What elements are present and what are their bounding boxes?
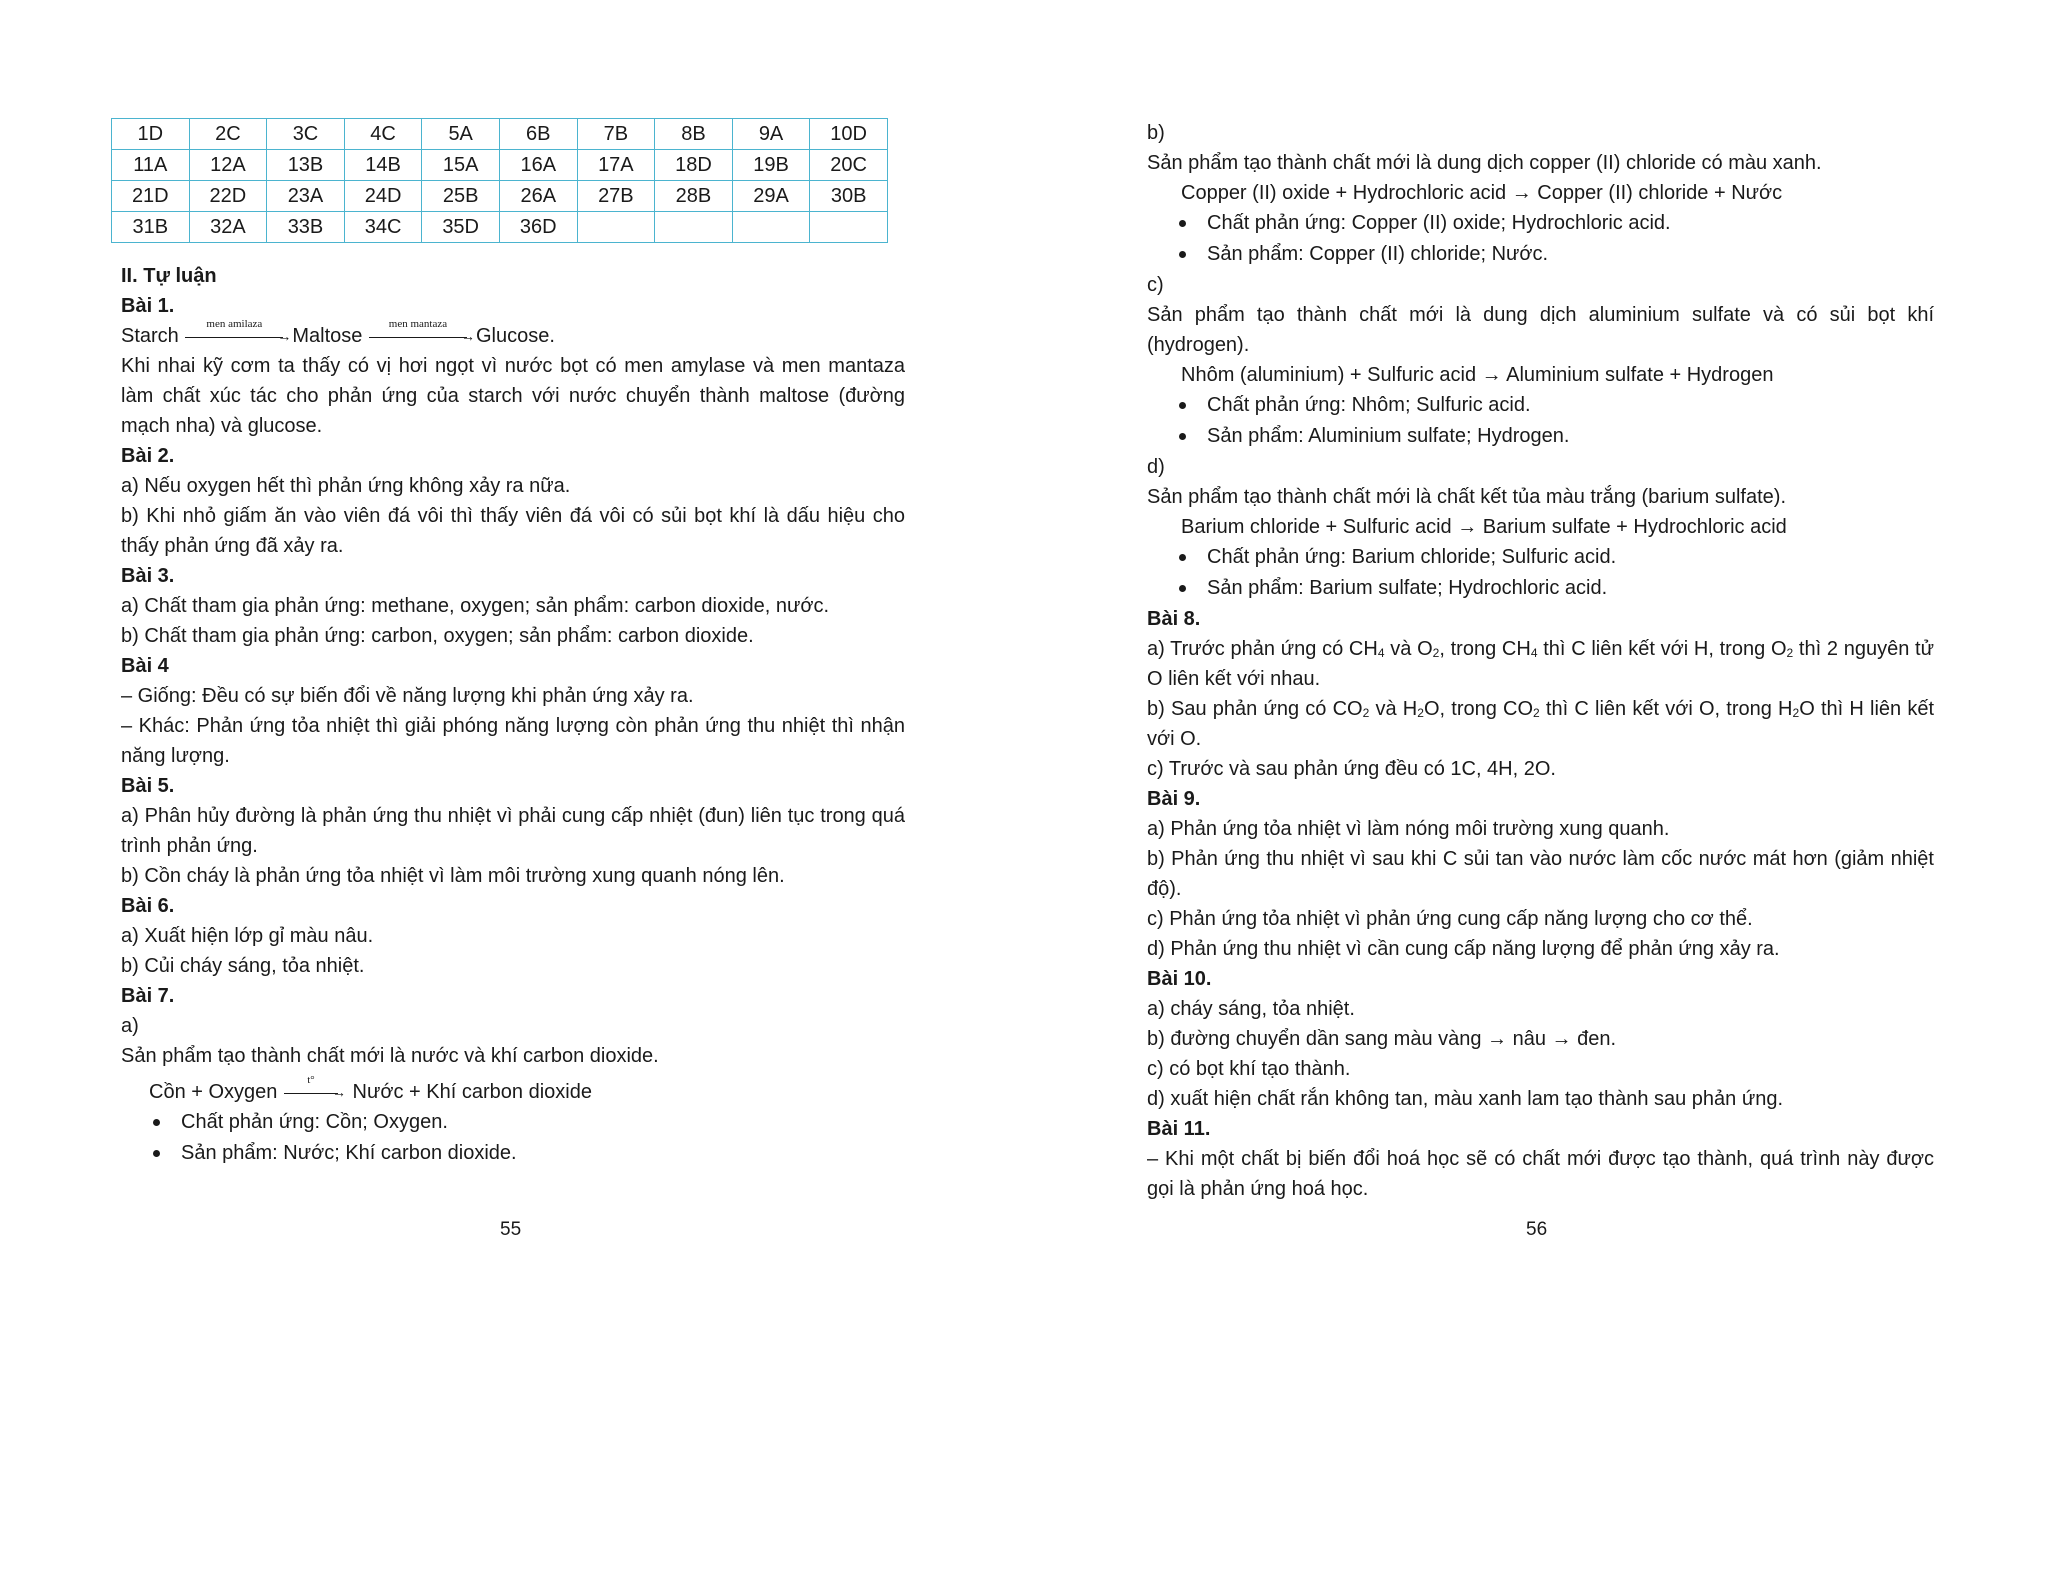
part-d-equation: Barium chloride + Sulfuric acid → Barium sulfate + Hydrochloric acid	[1181, 516, 1787, 538]
exercise-8-b: b) Sau phản ứng có $CO_2$ và $H_2O$, trong $CO_2$ thì C liên kết với O, trong $H_2O$ thì H liên kết với O.	[1147, 698, 1935, 750]
answer-cell: 4C	[344, 119, 422, 150]
exercise-7-equation	[121, 1073, 905, 1107]
exercise-1-equation	[121, 317, 905, 351]
answer-cell	[732, 212, 810, 243]
list-item: Chất phản ứng: Copper (II) oxide; Hydrochloric acid.	[1147, 208, 1934, 239]
exercise-6-title: Bài 6.	[121, 895, 175, 917]
answer-cell: 10D	[810, 119, 888, 150]
list-item: Sản phẩm: Aluminium sulfate; Hydrogen.	[1147, 421, 1934, 452]
answer-cell: 35D	[422, 212, 500, 243]
part-c-label: c)	[1147, 274, 1164, 296]
answer-cell: 8B	[655, 119, 733, 150]
part-d-text: Sản phẩm tạo thành chất mới là chất kết tủa màu trắng (barium sulfate).	[1147, 486, 1787, 508]
exercise-5-a: a) Phân hủy đường là phản ứng thu nhiệt vì phải cung cấp nhiệt (đun) liên tục trong quá trình phản ứng.	[121, 805, 905, 857]
answer-cell: 20C	[810, 150, 888, 181]
answer-cell: 9A	[732, 119, 810, 150]
answer-cell: 14B	[344, 150, 422, 181]
part-b-bullets	[1147, 208, 1934, 270]
exercise-3-b: b) Chất tham gia phản ứng: carbon, oxygen; sản phẩm: carbon dioxide.	[121, 625, 754, 647]
exercise-4-title: Bài 4	[121, 655, 169, 677]
exercise-10-c: c) có bọt khí tạo thành.	[1147, 1058, 1351, 1080]
answer-cell: 5A	[422, 119, 500, 150]
answer-cell: 25B	[422, 181, 500, 212]
exercise-7-a-bullets	[121, 1107, 905, 1169]
answer-table	[111, 118, 888, 243]
part-b-equation: Copper (II) oxide + Hydrochloric acid → Copper (II) chloride + Nước	[1181, 182, 1783, 204]
part-b-label: b)	[1147, 122, 1165, 144]
part-d-label: d)	[1147, 456, 1165, 478]
answer-cell: 36D	[499, 212, 577, 243]
answer-cell: 24D	[344, 181, 422, 212]
answer-cell: 30B	[810, 181, 888, 212]
answer-cell: 13B	[267, 150, 345, 181]
reaction-arrow-icon: men amilaza →	[185, 330, 291, 344]
exercise-5-title: Bài 5.	[121, 775, 175, 797]
exercise-11-title: Bài 11.	[1147, 1118, 1211, 1140]
table-row	[112, 181, 888, 212]
exercise-7-title: Bài 7.	[121, 985, 175, 1007]
exercise-6-a: a) Xuất hiện lớp gỉ màu nâu.	[121, 925, 374, 947]
exercise-1-text: Khi nhai kỹ cơm ta thấy có vị hơi ngọt vì nước bọt có men amylase và men mantaza làm chất xúc tác cho phản ứng của starch với nước chuyển thành maltose (đường mạch nha) và glucose.	[121, 355, 905, 437]
answer-cell: 29A	[732, 181, 810, 212]
exercise-9-a: a) Phản ứng tỏa nhiệt vì làm nóng môi trường xung quanh.	[1147, 818, 1670, 840]
answer-cell: 23A	[267, 181, 345, 212]
page-number: 55	[500, 1219, 522, 1240]
equation-reactants: Cồn + Oxygen	[149, 1081, 278, 1103]
table-row	[112, 150, 888, 181]
answer-cell	[577, 212, 655, 243]
arrow-label: t°	[307, 1073, 315, 1086]
answer-cell: 17A	[577, 150, 655, 181]
answer-cell: 21D	[112, 181, 190, 212]
exercise-7-a-text: Sản phẩm tạo thành chất mới là nước và khí carbon dioxide.	[121, 1045, 659, 1067]
exercise-9-title: Bài 9.	[1147, 788, 1201, 810]
reaction-arrow-icon: t° →	[284, 1086, 346, 1100]
answer-cell: 22D	[189, 181, 267, 212]
answer-cell	[810, 212, 888, 243]
left-column	[121, 118, 905, 1169]
part-b-text: Sản phẩm tạo thành chất mới là dung dịch copper (II) chloride có màu xanh.	[1147, 152, 1822, 174]
exercise-10-d: d) xuất hiện chất rắn không tan, màu xanh lam tạo thành sau phản ứng.	[1147, 1088, 1784, 1110]
exercise-1-title: Bài 1.	[121, 295, 175, 317]
page-right	[1024, 0, 2048, 1582]
exercise-3-title: Bài 3.	[121, 565, 175, 587]
answer-cell: 1D	[112, 119, 190, 150]
exercise-8-c: c) Trước và sau phản ứng đều có 1C, 4H, 2O.	[1147, 758, 1556, 780]
product-maltose: Maltose	[292, 325, 363, 347]
list-item: Sản phẩm: Copper (II) chloride; Nước.	[1147, 239, 1934, 270]
equation-products: Nước + Khí carbon dioxide	[352, 1081, 592, 1103]
exercise-5-b: b) Cồn cháy là phản ứng tỏa nhiệt vì làm môi trường xung quanh nóng lên.	[121, 865, 785, 887]
exercise-8-a: a) Trước phản ứng có $CH_4$ và $O_2$, trong $CH_4$ thì C liên kết với H, trong $O_2$ thì 2 nguyên tử O liên kết với nhau.	[1147, 638, 1935, 690]
answer-cell: 32A	[189, 212, 267, 243]
answer-cell: 11A	[112, 150, 190, 181]
exercise-4-b: – Khác: Phản ứng tỏa nhiệt thì giải phóng năng lượng còn phản ứng thu nhiệt thì nhận năng lượng.	[121, 715, 905, 767]
exercise-2-a: a) Nếu oxygen hết thì phản ứng không xảy ra nữa.	[121, 475, 571, 497]
exercise-11-text: – Khi một chất bị biến đổi hoá học sẽ có chất mới được tạo thành, quá trình này được gọi là phản ứng hoá học.	[1147, 1148, 1934, 1200]
list-item: Sản phẩm: Barium sulfate; Hydrochloric acid.	[1147, 573, 1934, 604]
list-item: Chất phản ứng: Barium chloride; Sulfuric acid.	[1147, 542, 1934, 573]
answer-cell: 26A	[499, 181, 577, 212]
answer-cell: 15A	[422, 150, 500, 181]
exercise-9-c: c) Phản ứng tỏa nhiệt vì phản ứng cung cấp năng lượng cho cơ thể.	[1147, 908, 1753, 930]
list-item: Chất phản ứng: Nhôm; Sulfuric acid.	[1147, 390, 1934, 421]
exercise-8-title: Bài 8.	[1147, 608, 1201, 630]
answer-cell: 16A	[499, 150, 577, 181]
arrow-label: men amilaza	[206, 317, 263, 330]
list-item: Sản phẩm: Nước; Khí carbon dioxide.	[121, 1138, 905, 1169]
part-c-equation: Nhôm (aluminium) + Sulfuric acid → Aluminium sulfate + Hydrogen	[1181, 364, 1774, 386]
arrow-label: men mantaza	[388, 317, 448, 330]
table-row	[112, 119, 888, 150]
part-c-text: Sản phẩm tạo thành chất mới là dung dịch aluminium sulfate và có sủi bọt khí (hydrogen).	[1147, 304, 1934, 356]
answer-cell: 34C	[344, 212, 422, 243]
exercise-2-b: b) Khi nhỏ giấm ăn vào viên đá vôi thì thấy viên đá vôi có sủi bọt khí là dấu hiệu cho thấy phản ứng đã xảy ra.	[121, 505, 905, 557]
exercise-2-title: Bài 2.	[121, 445, 175, 467]
answer-cell	[655, 212, 733, 243]
section-heading: II. Tự luận	[121, 265, 217, 287]
answer-cell: 3C	[267, 119, 345, 150]
exercise-10-a: a) cháy sáng, tỏa nhiệt.	[1147, 998, 1355, 1020]
answer-cell: 19B	[732, 150, 810, 181]
product-glucose: Glucose.	[475, 325, 555, 347]
list-item: Chất phản ứng: Cồn; Oxygen.	[121, 1107, 905, 1138]
exercise-10-title: Bài 10.	[1147, 968, 1212, 990]
answer-cell: 31B	[112, 212, 190, 243]
exercise-4-a: – Giống: Đều có sự biến đổi về năng lượng khi phản ứng xảy ra.	[121, 685, 694, 707]
right-column	[1147, 118, 1934, 1204]
reactant-starch: Starch	[121, 325, 179, 347]
page-number: 56	[1526, 1219, 1548, 1240]
answer-cell: 12A	[189, 150, 267, 181]
answer-cell: 18D	[655, 150, 733, 181]
answer-cell: 33B	[267, 212, 345, 243]
answer-cell: 27B	[577, 181, 655, 212]
answer-cell: 28B	[655, 181, 733, 212]
answer-cell: 6B	[499, 119, 577, 150]
answer-cell: 2C	[189, 119, 267, 150]
exercise-9-b: b) Phản ứng thu nhiệt vì sau khi C sủi tan vào nước làm cốc nước mát hơn (giảm nhiệt độ).	[1147, 848, 1934, 900]
part-c-bullets	[1147, 390, 1934, 452]
part-d-bullets	[1147, 542, 1934, 604]
answer-cell: 7B	[577, 119, 655, 150]
table-row	[112, 212, 888, 243]
exercise-3-a: a) Chất tham gia phản ứng: methane, oxygen; sản phẩm: carbon dioxide, nước.	[121, 595, 830, 617]
exercise-7-a-label: a)	[121, 1015, 139, 1037]
reaction-arrow-icon: men mantaza →	[369, 330, 475, 344]
exercise-6-b: b) Củi cháy sáng, tỏa nhiệt.	[121, 955, 365, 977]
exercise-9-d: d) Phản ứng thu nhiệt vì cần cung cấp năng lượng để phản ứng xảy ra.	[1147, 938, 1780, 960]
exercise-10-b: b) đường chuyển dần sang màu vàng → nâu → đen.	[1147, 1028, 1617, 1050]
